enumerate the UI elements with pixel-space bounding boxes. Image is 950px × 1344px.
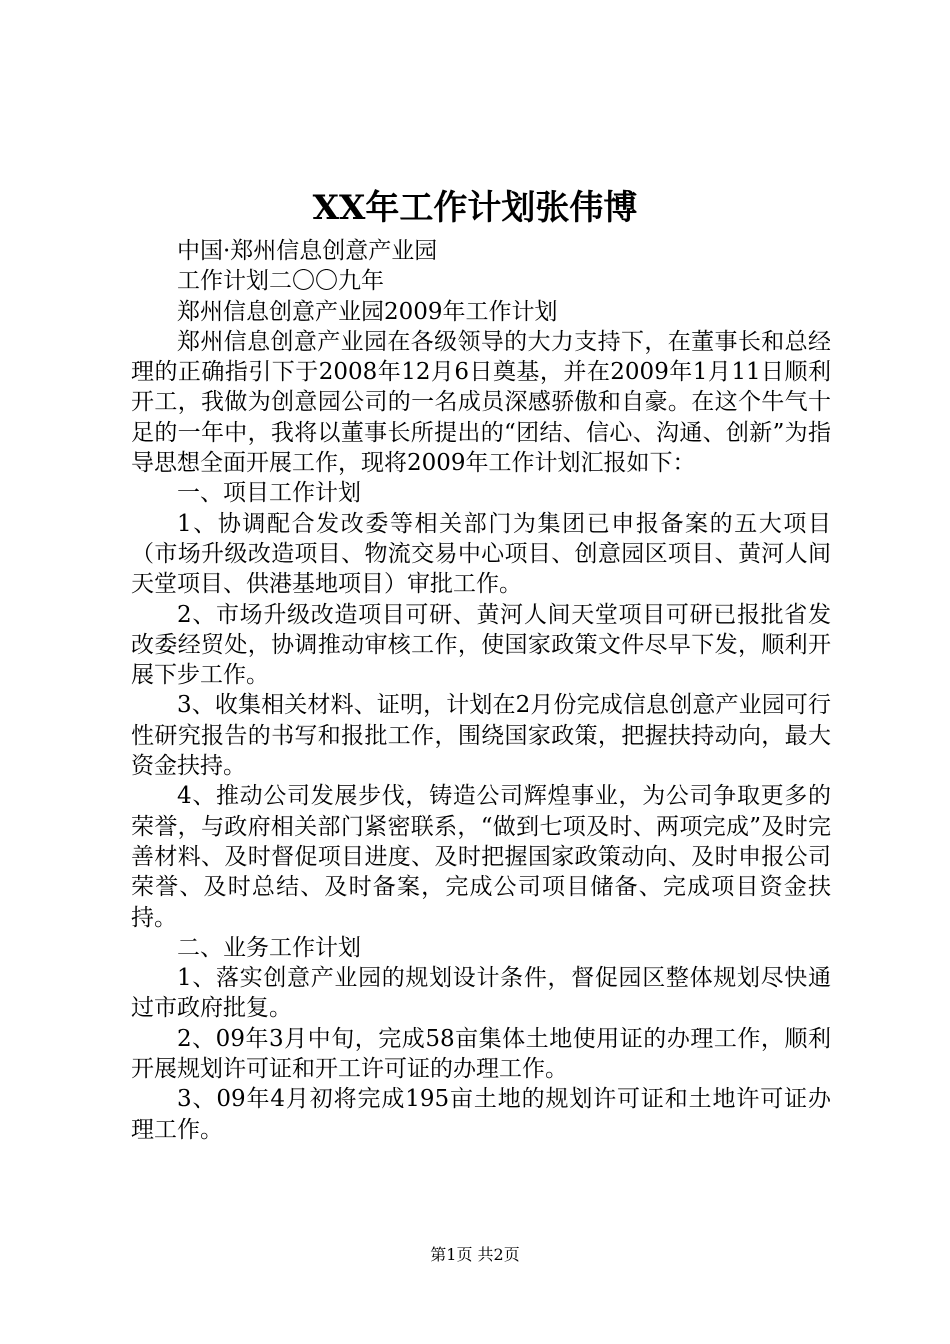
paragraph-org-name: 中国·郑州信息创意产业园 (177, 238, 438, 264)
paragraph-project-2: 2、市场升级改造项目可研、黄河人间天堂项目可研已报批省发改委经贸处，协调推动审核工作，使国家政策文件尽早下发，顺利开展下步工作。 (131, 601, 831, 689)
paragraph-intro: 郑州信息创意产业园在各级领导的大力支持下，在董事长和总经理的正确指引下于2008年12月6日奠基，并在2009年1月11日顺利开工，我做为创意园公司的一名成员深感骄傲和自豪。在这个牛气十足的一年中，我将以董事长所提出的“团结、信心、沟通、创新”为指导思想全面开展工作，现将2009年工作计划汇报如下： (131, 328, 831, 477)
section-heading-business: 二、业务工作计划 (177, 934, 361, 961)
paragraph-project-1: 1、协调配合发改委等相关部门为集团已申报备案的五大项目（市场升级改造项目、物流交易中心项目、创意园区项目、黄河人间天堂项目、供港基地项目）审批工作。 (131, 510, 831, 598)
paragraph-plan-title: 郑州信息创意产业园2009年工作计划 (177, 298, 558, 325)
paragraph-business-3: 3、09年4月初将完成195亩土地的规划许可证和土地许可证办理工作。 (131, 1086, 831, 1143)
paragraph-project-4: 4、推动公司发展步伐，铸造公司辉煌事业，为公司争取更多的荣誉，与政府相关部门紧密联系，“做到七项及时、两项完成”及时完善材料、及时督促项目进度、及时把握国家政策动向、及时申报公司荣誉、及时总结、及时备案，完成公司项目储备、完成项目资金扶持。 (131, 783, 831, 931)
paragraph-project-3: 3、收集相关材料、证明，计划在2月份完成信息创意产业园可行性研究报告的书写和报批工作，围绕国家政策，把握扶持动向，最大资金扶持。 (131, 692, 831, 780)
paragraph-business-1: 1、落实创意产业园的规划设计条件，督促园区整体规划尽快通过市政府批复。 (131, 965, 831, 1022)
section-heading-project: 一、项目工作计划 (177, 480, 361, 507)
document-title: XX年工作计划张伟博 (312, 188, 638, 228)
document-body (131, 236, 831, 1145)
page-footer: 第1页 共2页 (430, 1245, 520, 1264)
paragraph-plan-year: 工作计划二〇〇九年 (177, 268, 384, 295)
paragraph-business-2: 2、09年3月中旬，完成58亩集体土地使用证的办理工作，顺利开展规划许可证和开工许可证的办理工作。 (131, 1025, 831, 1083)
